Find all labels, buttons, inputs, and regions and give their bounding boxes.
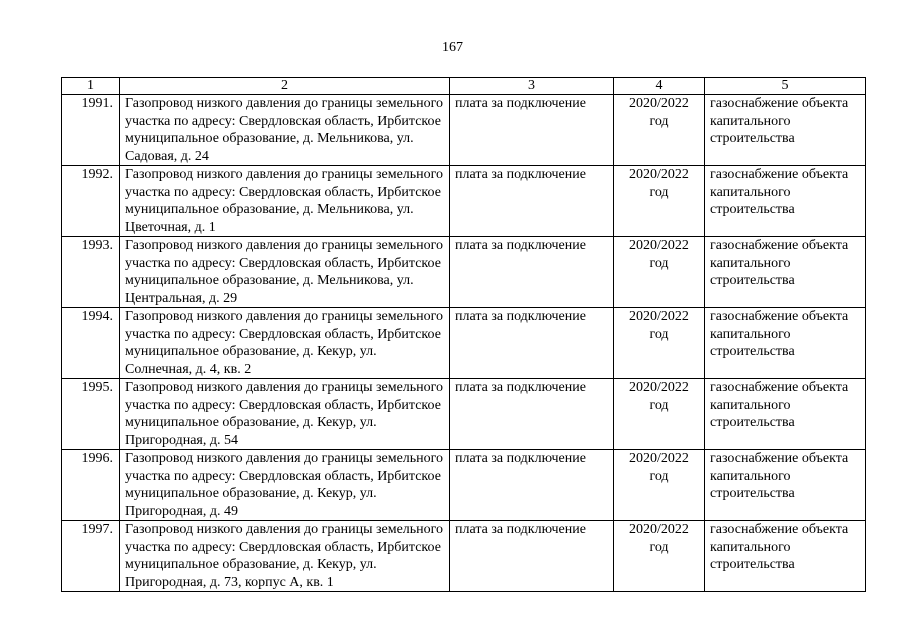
row-period: 2020/2022 год (614, 166, 705, 237)
row-funding-source: плата за подключение (450, 166, 614, 237)
row-period: 2020/2022 год (614, 450, 705, 521)
row-number: 1991. (62, 95, 120, 166)
row-period: 2020/2022 год (614, 95, 705, 166)
row-period: 2020/2022 год (614, 308, 705, 379)
row-description: Газопровод низкого давления до границы земельного участка по адресу: Свердловская область, Ирбитское муниципальное образование, д. Мельникова, ул. Цветочная, д. 1 (120, 166, 450, 237)
row-funding-source: плата за подключение (450, 379, 614, 450)
table-header-row (62, 78, 866, 95)
row-description: Газопровод низкого давления до границы земельного участка по адресу: Свердловская область, Ирбитское муниципальное образование, д. Мельникова, ул. Садовая, д. 24 (120, 95, 450, 166)
table-row (62, 379, 866, 450)
row-funding-source: плата за подключение (450, 450, 614, 521)
table-row (62, 521, 866, 592)
row-number: 1997. (62, 521, 120, 592)
table-row (62, 450, 866, 521)
row-purpose: газоснабжение объекта капитального строительства (705, 308, 866, 379)
row-purpose: газоснабжение объекта капитального строительства (705, 521, 866, 592)
row-description: Газопровод низкого давления до границы земельного участка по адресу: Свердловская область, Ирбитское муниципальное образование, д. Мельникова, ул. Центральная, д. 29 (120, 237, 450, 308)
row-period: 2020/2022 год (614, 237, 705, 308)
table-row (62, 166, 866, 237)
header-cell-1: 1 (62, 78, 120, 95)
row-funding-source: плата за подключение (450, 95, 614, 166)
row-period: 2020/2022 год (614, 379, 705, 450)
row-description: Газопровод низкого давления до границы земельного участка по адресу: Свердловская область, Ирбитское муниципальное образование, д. Кекур, ул. Пригородная, д. 54 (120, 379, 450, 450)
row-purpose: газоснабжение объекта капитального строительства (705, 166, 866, 237)
row-number: 1993. (62, 237, 120, 308)
header-cell-4: 4 (614, 78, 705, 95)
table-row (62, 95, 866, 166)
row-purpose: газоснабжение объекта капитального строительства (705, 379, 866, 450)
row-description: Газопровод низкого давления до границы земельного участка по адресу: Свердловская область, Ирбитское муниципальное образование, д. Кекур, ул. Солнечная, д. 4, кв. 2 (120, 308, 450, 379)
row-description: Газопровод низкого давления до границы земельного участка по адресу: Свердловская область, Ирбитское муниципальное образование, д. Кекур, ул. Пригородная, д. 49 (120, 450, 450, 521)
row-funding-source: плата за подключение (450, 308, 614, 379)
row-number: 1995. (62, 379, 120, 450)
page-number: 167 (442, 40, 463, 55)
row-number: 1996. (62, 450, 120, 521)
header-cell-5: 5 (705, 78, 866, 95)
row-purpose: газоснабжение объекта капитального строительства (705, 450, 866, 521)
investment-table (61, 77, 866, 592)
row-number: 1994. (62, 308, 120, 379)
row-purpose: газоснабжение объекта капитального строительства (705, 237, 866, 308)
row-number: 1992. (62, 166, 120, 237)
row-funding-source: плата за подключение (450, 237, 614, 308)
header-cell-3: 3 (450, 78, 614, 95)
row-description: Газопровод низкого давления до границы земельного участка по адресу: Свердловская область, Ирбитское муниципальное образование, д. Кекур, ул. Пригородная, д. 73, корпус А, кв. 1 (120, 521, 450, 592)
header-cell-2: 2 (120, 78, 450, 95)
table-row (62, 237, 866, 308)
table-row (62, 308, 866, 379)
row-funding-source: плата за подключение (450, 521, 614, 592)
row-purpose: газоснабжение объекта капитального строительства (705, 95, 866, 166)
row-period: 2020/2022 год (614, 521, 705, 592)
